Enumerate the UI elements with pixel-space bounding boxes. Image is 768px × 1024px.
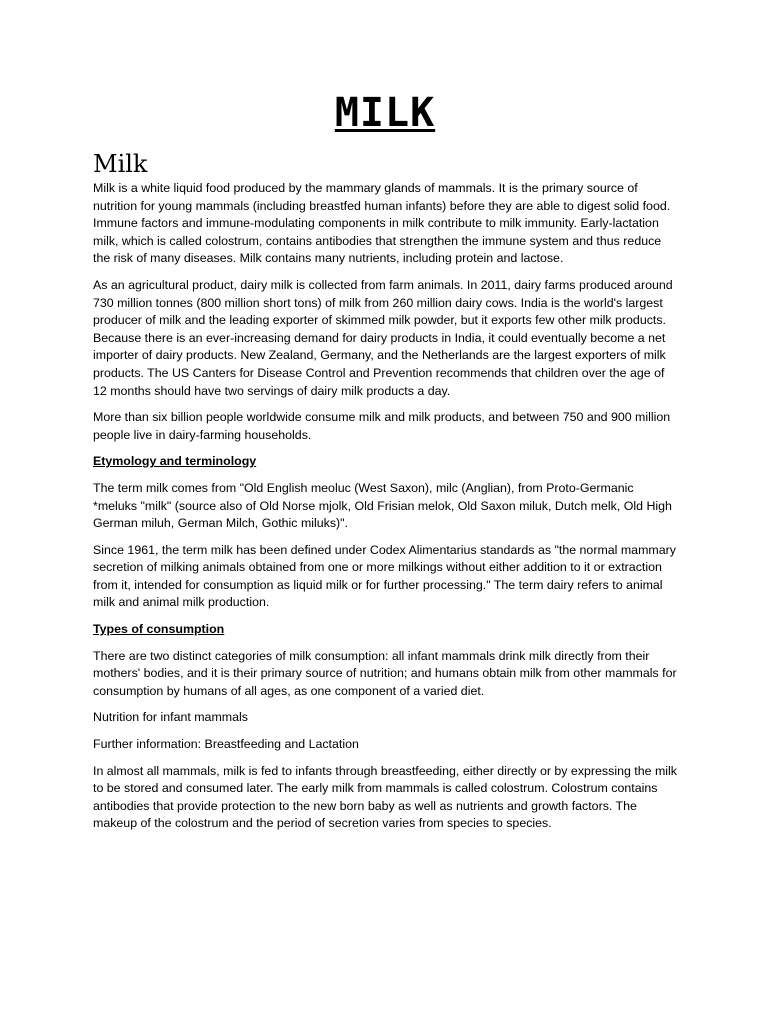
consumption-paragraph-3: Further information: Breastfeeding and Lactation <box>93 737 359 752</box>
consumption-paragraph-4: In almost all mammals, milk is fed to infants through breastfeeding, either directly or by expressing the milk to be stored and consumed later. The early milk from mammals is called colostrum. Colostrum contains antibodies that provide protection to the new born baby as well as nutrients and growth factors. The makeup of the colostrum and the period of secretion varies from species to species. <box>93 763 677 831</box>
etymology-paragraph-2: Since 1961, the term milk has been defined under Codex Alimentarius standards as "the normal mammary secretion of milking animals obtained from one or more milkings without either addition to it or extraction from it, intended for consumption as liquid milk or for further processing." The term dairy refers to animal milk and animal milk production. <box>93 542 676 610</box>
consumption-paragraph-1: There are two distinct categories of milk consumption: all infant mammals drink milk directly from their mothers' bodies, and it is their primary source of nutrition; and humans obtain milk from other mammals for consumption by humans of all ages, as one component of a varied diet. <box>93 648 677 698</box>
document-page <box>93 90 677 842</box>
intro-paragraph-3: More than six billion people worldwide consume milk and milk products, and between 750 and 900 million people live in dairy-farming households. <box>93 410 671 442</box>
intro-paragraph-2: As an agricultural product, dairy milk is collected from farm animals. In 2011, dairy farms produced around 730 million tonnes (800 million short tons) of milk from 260 million dairy cows. India is the world's largest producer of milk and the leading exporter of skimmed milk powder, but it exports few other milk products. Because there is an ever-increasing demand for dairy products in India, it could eventually become a net importer of dairy products. New Zealand, Germany, and the Netherlands are the largest exporters of milk products. The US Canters for Disease Control and Prevention recommends that children over the age of 12 months should have two servings of dairy milk products a day. <box>93 277 673 398</box>
etymology-heading: Etymology and terminology <box>93 454 257 469</box>
document-title: MILK <box>334 90 436 136</box>
etymology-paragraph-1: The term milk comes from "Old English meoluc (West Saxon), milc (Anglian), from Proto-Germanic *meluks "milk" (source also of Old Norse mjolk, Old Frisian melok, Old Saxon miluk, Dutch melk, Old High German miluh, German Milch, Gothic miluks)". <box>93 480 672 531</box>
section-heading: Milk <box>93 150 148 178</box>
consumption-paragraph-2: Nutrition for infant mammals <box>93 710 248 725</box>
intro-paragraph-1: Milk is a white liquid food produced by the mammary glands of mammals. It is the primary source of nutrition for young mammals (including breastfed human infants) before they are able to digest solid food. Immune factors and immune-modulating components in milk contribute to milk immunity. Early-lactation milk, which is called colostrum, contains antibodies that strengthen the immune system and thus reduce the risk of many diseases. Milk contains many nutrients, including protein and lactose. <box>93 181 671 266</box>
consumption-heading: Types of consumption <box>93 622 225 637</box>
